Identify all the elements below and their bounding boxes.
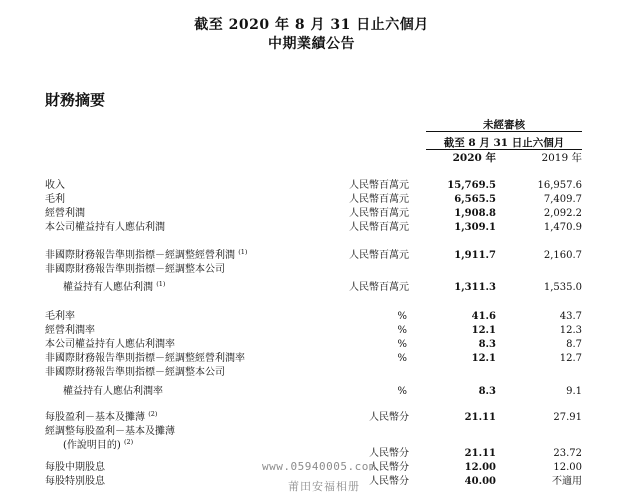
row-label-text: 權益持有人應佔利潤率 (63, 386, 163, 397)
row-unit: % (397, 339, 407, 350)
row-label-text: 毛利 (45, 194, 65, 205)
row-value-2020: 12.1 (471, 353, 496, 364)
row-label-text: 非國際財務報告準則指標－經調整經營利潤 (45, 250, 235, 261)
footnote-marker: (1) (238, 248, 248, 256)
row-unit: 人民幣百萬元 (349, 282, 409, 293)
row-label-text: 權益持有人應佔利潤 (63, 282, 153, 293)
row-value-2020: 21.11 (464, 412, 496, 423)
footnote-marker: (2) (148, 410, 158, 418)
row-label (45, 461, 105, 474)
row-unit: 人民幣百萬元 (349, 208, 409, 219)
row-label (45, 310, 75, 323)
section-title: 財務摘要 (45, 91, 106, 109)
row-value-2020: 6,565.5 (454, 194, 496, 205)
row-label (45, 366, 225, 379)
table-row (0, 193, 623, 206)
row-value-2019: 23.72 (553, 448, 582, 459)
row-label (45, 475, 105, 488)
header-rule-top (426, 131, 582, 132)
table-row (0, 385, 623, 398)
row-value-2020: 21.11 (464, 448, 496, 459)
row-value-2020: 40.00 (464, 476, 496, 487)
row-unit: 人民幣百萬元 (349, 250, 409, 261)
table-row (0, 324, 623, 337)
row-label (45, 411, 157, 424)
row-value-2020: 41.6 (471, 311, 496, 322)
row-value-2020: 1,908.8 (454, 208, 496, 219)
row-unit: 人民幣分 (369, 412, 409, 423)
row-value-2019: 2,160.7 (543, 250, 582, 261)
row-value-2020: 8.3 (478, 339, 496, 350)
row-label-text: 經營利潤率 (45, 325, 95, 336)
table-row (0, 447, 623, 460)
row-value-2019: 16,957.6 (537, 180, 582, 191)
footnote-marker: (2) (124, 438, 134, 446)
row-value-2020: 1,311.3 (454, 282, 496, 293)
header-period: 截至 8 月 31 日止六個月 (443, 137, 565, 149)
row-label (63, 281, 165, 294)
row-value-2020: 15,769.5 (447, 180, 496, 191)
table-row (0, 207, 623, 220)
row-unit: % (397, 311, 407, 322)
row-value-2020: 1,309.1 (454, 222, 496, 233)
row-unit: 人民幣百萬元 (349, 222, 409, 233)
row-value-2020: 1,911.7 (454, 250, 496, 261)
row-label-text: 非國際財務報告準則指標－經調整本公司 (45, 264, 225, 275)
row-value-2019: 12.7 (559, 353, 582, 364)
row-label (45, 249, 247, 262)
row-value-2019: 2,092.2 (543, 208, 582, 219)
row-value-2019: 12.00 (553, 462, 582, 473)
row-value-2019: 27.91 (553, 412, 582, 423)
footnote-marker: (1) (156, 280, 166, 288)
row-unit: % (397, 325, 407, 336)
table-row (0, 281, 623, 294)
row-unit: 人民幣分 (369, 462, 409, 473)
table-row (0, 249, 623, 262)
row-unit: 人民幣分 (369, 476, 409, 487)
row-label (45, 221, 165, 234)
row-value-2019: 12.3 (559, 325, 582, 336)
row-label (45, 324, 95, 337)
row-value-2019: 43.7 (559, 311, 582, 322)
row-label-text: 本公司權益持有人應佔利潤率 (45, 339, 175, 350)
row-label-text: 非國際財務報告準則指標－經調整經營利潤率 (45, 353, 245, 364)
row-label-text: 毛利率 (45, 311, 75, 322)
document-subtitle: 中期業績公告 (268, 36, 355, 52)
row-value-2019: 8.7 (566, 339, 582, 350)
table-row (0, 411, 623, 424)
row-unit: % (397, 386, 407, 397)
row-label-text: 經調整每股盈利－基本及攤薄 (45, 426, 175, 437)
row-value-2020: 12.00 (464, 462, 496, 473)
table-row (0, 366, 623, 379)
document-title: 截至 2020 年 8 月 31 日止六個月 (194, 17, 429, 33)
header-prior-year: 2019 年 (541, 152, 582, 164)
row-value-2019: 9.1 (566, 386, 582, 397)
row-label (45, 425, 175, 438)
row-label (45, 179, 65, 192)
table-row (0, 221, 623, 234)
row-value-2020: 8.3 (478, 386, 496, 397)
row-value-2020: 12.1 (471, 325, 496, 336)
watermark-text: 莆田安福相册 (288, 480, 360, 493)
row-unit: 人民幣分 (369, 448, 409, 459)
row-label-text: 經營利潤 (45, 208, 85, 219)
row-label-text: 本公司權益持有人應佔利潤 (45, 222, 165, 233)
row-value-2019: 1,470.9 (543, 222, 582, 233)
header-unaudited: 未經審核 (483, 119, 525, 131)
row-value-2019: 不適用 (552, 476, 582, 487)
row-label (63, 385, 163, 398)
row-value-2019: 7,409.7 (543, 194, 582, 205)
row-label-text: 每股特別股息 (45, 476, 105, 487)
row-label (45, 207, 85, 220)
header-current-year: 2020 年 (452, 152, 496, 164)
table-row (0, 263, 623, 276)
table-row (0, 352, 623, 365)
row-label-text: 每股中期股息 (45, 462, 105, 473)
row-label (45, 193, 65, 206)
row-label (45, 263, 225, 276)
watermark-url: www.05940005.com (262, 460, 376, 473)
row-label (45, 352, 245, 365)
table-row (0, 310, 623, 323)
table-row (0, 425, 623, 438)
row-label-text: 每股盈利－基本及攤薄 (45, 412, 145, 423)
table-row (0, 338, 623, 351)
row-label-text: 非國際財務報告準則指標－經調整本公司 (45, 367, 225, 378)
row-label (45, 338, 175, 351)
row-unit: % (397, 353, 407, 364)
row-value-2019: 1,535.0 (543, 282, 582, 293)
row-unit: 人民幣百萬元 (349, 194, 409, 205)
row-label-text: (作說明目的) (63, 440, 121, 451)
row-label-text: 收入 (45, 180, 65, 191)
row-unit: 人民幣百萬元 (349, 180, 409, 191)
table-row (0, 179, 623, 192)
